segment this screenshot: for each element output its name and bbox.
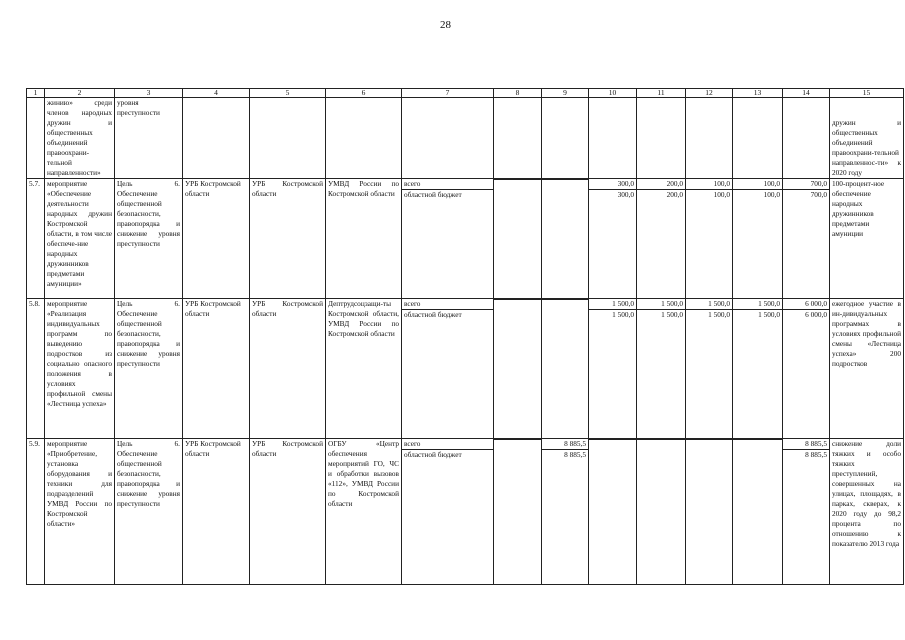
column-number-row [27,89,904,98]
cell-measure: мероприятие «Приобретение, установка оборудования и техники для подразделений УМВД России по Костромской области» [45,439,115,585]
cell-coordinator: УРБ Костромской области [183,439,250,585]
cell-col9 [542,179,589,299]
cell-col8 [494,439,542,585]
cell-col14: 700,0 700,0 [783,179,830,299]
cell-col8 [494,179,542,299]
cell-result: ежегодное участие в ин-дивидуальных программах в условиях профильной смены «Лестница успеха» 200 подростков [830,299,904,439]
cell-col13 [733,439,783,585]
cell-col10 [589,439,637,585]
column-number-7: 7 [402,89,494,98]
cell-col12: 100,0 100,0 [686,179,733,299]
cell-source: всего областной бюджет [402,179,494,299]
cell-executor: ОГБУ «Центр обеспечения мероприятий ГО, ЧС и обработки вызовов «112», УМВД России по Костромской области [326,439,402,585]
cell-col9: 8 885,5 8 885,5 [542,439,589,585]
cell-measure: мероприятие «Обеспечение деятельности народных дружин Костромской области, в том числе обеспече-ние народных дружинников предметами амуниции» [45,179,115,299]
cell-col11 [637,439,686,585]
column-number-15: 15 [830,89,904,98]
cell-num [27,98,45,179]
cell-col10: 300,0 300,0 [589,179,637,299]
cell-col14: 8 885,5 8 885,5 [783,439,830,585]
column-number-3: 3 [115,89,183,98]
column-number-13: 13 [733,89,783,98]
cell-col13: 100,0 100,0 [733,179,783,299]
cell-num: 5.8. [27,299,45,439]
cell-source: всего областной бюджет [402,439,494,585]
cell-goal: Цель 6. Обеспечение общественной безопасности, правопорядка и снижение уровня преступности [115,439,183,585]
column-number-5: 5 [250,89,326,98]
cell-num: 5.9. [27,439,45,585]
column-number-4: 4 [183,89,250,98]
column-number-11: 11 [637,89,686,98]
cell-goal: Цель 6. Обеспечение общественной безопасности, правопорядка и снижение уровня преступности [115,299,183,439]
table-row [27,98,904,179]
cell-result: снижение доли тяжких и особо тяжких преступлений, совершенных на улицах, площадях, в парках, скверах, к 2020 году до 98,2 процента по отношению к показателю 2013 года [830,439,904,585]
cell-source: всего областной бюджет [402,299,494,439]
table-row [27,299,904,439]
cell-measure: жинию» среди членов народных дружин и общественных объединений правоохрани-тельной направленности» [45,98,115,179]
cell-result: 100-процент-ное обеспечение народных дружинников предметами амуниции [830,179,904,299]
cell-executor: Дептрудсоцзащи-ты Костромской области, УМВД России по Костромской области [326,299,402,439]
page-number: 28 [440,19,451,31]
column-number-6: 6 [326,89,402,98]
cell-coordinator: УРБ Костромской области [183,179,250,299]
cell-col9 [542,299,589,439]
column-number-2: 2 [45,89,115,98]
cell-col13: 1 500,0 1 500,0 [733,299,783,439]
cell-responsible: УРБ Костромской области [250,439,326,585]
cell-responsible: УРБ Костромской области [250,299,326,439]
cell-col8 [494,299,542,439]
cell-coordinator: УРБ Костромской области [183,299,250,439]
cell-col12: 1 500,0 1 500,0 [686,299,733,439]
cell-col10: 1 500,0 1 500,0 [589,299,637,439]
cell-col11: 1 500,0 1 500,0 [637,299,686,439]
column-number-12: 12 [686,89,733,98]
cell-col12 [686,439,733,585]
cell-col14: 6 000,0 6 000,0 [783,299,830,439]
column-number-1: 1 [27,89,45,98]
column-number-10: 10 [589,89,637,98]
table-row [27,179,904,299]
program-measures-table [26,88,904,585]
cell-measure: мероприятие «Реализация индивидуальных программ по выведению подростков из социально опасного положения в условиях профильной смены «Лестница успеха» [45,299,115,439]
cell-goal: уровня преступности [115,98,183,179]
column-number-14: 14 [783,89,830,98]
cell-num: 5.7. [27,179,45,299]
cell-col11: 200,0 200,0 [637,179,686,299]
cell-goal: Цель 6. Обеспечение общественной безопасности, правопорядка и снижение уровня преступности [115,179,183,299]
cell-result: дружин и общественных объединений правоохрани-тельной направленнос-ти» к 2020 году [830,98,904,179]
column-number-9: 9 [542,89,589,98]
cell-executor: УМВД России по Костромской области [326,179,402,299]
cell-responsible: УРБ Костромской области [250,179,326,299]
table-row [27,439,904,585]
column-number-8: 8 [494,89,542,98]
